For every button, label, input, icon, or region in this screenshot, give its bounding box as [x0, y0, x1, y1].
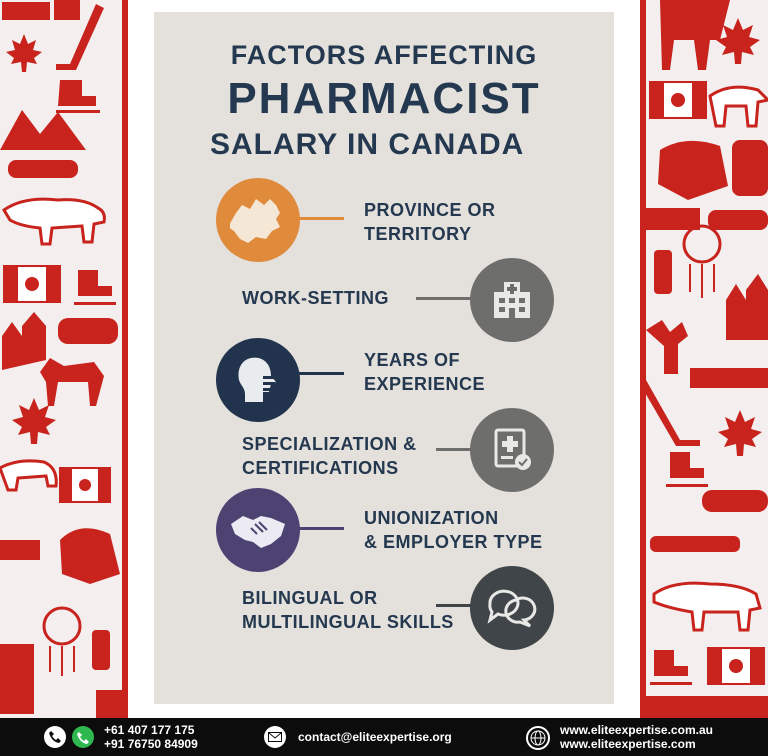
factor-unionization-connector	[298, 527, 344, 530]
phone-number-au[interactable]: +61 407 177 175	[104, 723, 195, 737]
factor-work-setting-circle	[470, 258, 554, 342]
title-line-1: FACTORS AFFECTING	[230, 40, 538, 70]
factor-work-setting-connector	[416, 297, 474, 300]
factor-experience-connector	[298, 372, 344, 375]
factor-experience-label: YEARS OF EXPERIENCE	[364, 350, 486, 394]
factor-specialization-label: SPECIALIZATION & CERTIFICATIONS	[242, 434, 417, 478]
whatsapp-icon	[72, 726, 94, 748]
canada-map-icon	[230, 195, 286, 245]
title-line-3: SALARY IN CANADA	[210, 128, 525, 161]
factor-province-label: PROVINCE OR TERRITORY	[364, 200, 496, 244]
left-red-border	[122, 0, 128, 718]
factor-specialization-circle	[470, 408, 554, 492]
factor-province-connector	[298, 217, 344, 220]
head-profile-icon	[233, 354, 283, 406]
speech-bubbles-icon	[486, 586, 538, 630]
right-decorative-collage	[640, 0, 768, 718]
factor-specialization-connector	[436, 448, 474, 451]
website-links	[560, 723, 713, 751]
infographic-panel	[154, 12, 614, 704]
email-link[interactable]: contact@eliteexpertise.org	[298, 730, 452, 744]
contact-footer	[0, 718, 768, 756]
email-icon	[264, 726, 286, 748]
factor-experience-circle	[216, 338, 300, 422]
website-link-au[interactable]: www.eliteexpertise.com.au	[560, 723, 713, 737]
globe-icon	[526, 726, 550, 750]
factor-unionization-label: UNIONIZATION & EMPLOYER TYPE	[364, 508, 543, 552]
factor-bilingual-label: BILINGUAL OR MULTILINGUAL SKILLS	[242, 588, 454, 632]
phone-numbers	[104, 723, 198, 751]
handshake-icon	[229, 510, 287, 550]
phone-icon	[44, 726, 66, 748]
website-link-com[interactable]: www.eliteexpertise.com	[560, 737, 696, 751]
factor-bilingual-circle	[470, 566, 554, 650]
right-red-border	[640, 0, 646, 718]
factor-work-setting-label: WORK-SETTING	[242, 288, 389, 308]
phone-number-in[interactable]: +91 76750 84909	[104, 737, 198, 751]
certificate-icon	[490, 426, 534, 474]
left-decorative-collage	[0, 0, 128, 718]
title-line-2: PHARMACIST	[227, 74, 541, 123]
factor-unionization-circle	[216, 488, 300, 572]
factor-province-circle	[216, 178, 300, 262]
hospital-icon	[490, 280, 534, 320]
factor-bilingual-connector	[436, 604, 474, 607]
